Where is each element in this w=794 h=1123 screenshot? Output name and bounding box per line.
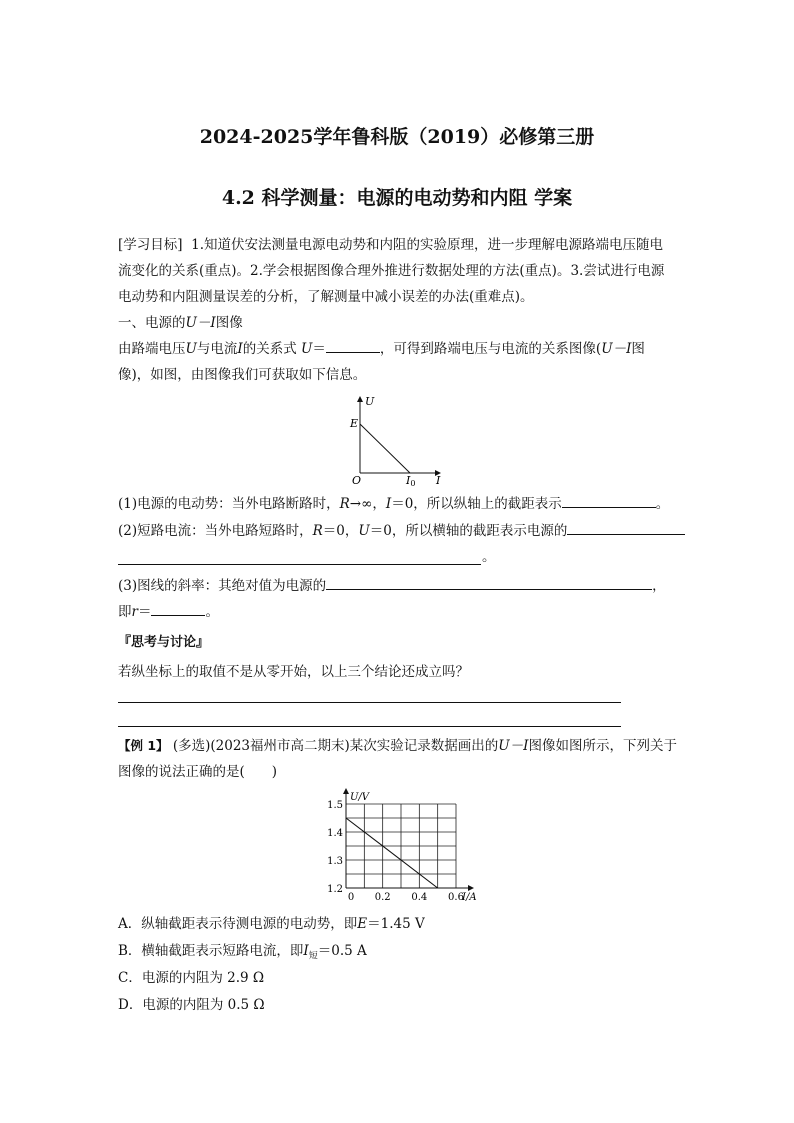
y-tick-label: 1.4 bbox=[327, 828, 343, 839]
item-text: ＝0，所以横轴的截距表示电源的 bbox=[369, 523, 568, 539]
goals-label: [学习目标] bbox=[118, 237, 183, 253]
intro-line-2: 像)，如图，由图像我们可获取如下信息。 bbox=[118, 367, 367, 383]
item-text: 。 bbox=[655, 496, 670, 512]
label-i0-sub: 0 bbox=[410, 479, 416, 488]
blank-formula[interactable] bbox=[326, 338, 380, 353]
x-tick-label: 0.4 bbox=[411, 892, 428, 903]
blank-slope[interactable] bbox=[326, 575, 652, 590]
x-tick-label: 0 bbox=[347, 892, 355, 903]
option-text: A．纵轴截距表示待测电源的电动势，即 bbox=[118, 916, 358, 932]
goals-line-2: 流变化的关系(重点)。2.学会根据图像合理外推进行数据处理的方法(重点)。3.尝试进行电源 bbox=[118, 263, 665, 279]
document-subtitle: 4.2 科学测量：电源的电动势和内阻 学案 bbox=[221, 187, 573, 209]
option-text: ＝0.5 A bbox=[317, 943, 367, 959]
blank-emf[interactable] bbox=[562, 493, 656, 508]
item-text: ， bbox=[652, 578, 666, 594]
label-o: O bbox=[352, 474, 362, 487]
x-axis-arrow bbox=[468, 885, 474, 891]
item-text: ＝ bbox=[137, 604, 152, 620]
sub-short: 短 bbox=[308, 951, 318, 962]
ui-line bbox=[360, 424, 410, 473]
var-u: U bbox=[358, 523, 370, 539]
goals-line-3: 电动势和内阻测量误差的分析，了解测量中减小误差的办法(重难点)。 bbox=[118, 289, 534, 305]
section-heading bbox=[118, 310, 678, 336]
ui-chart bbox=[320, 784, 477, 906]
x-axis-label: I/A bbox=[462, 892, 477, 903]
item-1 bbox=[118, 491, 678, 517]
blank-short-circuit-line2[interactable] bbox=[118, 564, 481, 565]
blank-short-circuit[interactable] bbox=[567, 520, 685, 535]
label-i0 bbox=[405, 474, 415, 488]
intro-text: ，可得到路端电压与电流的关系图像( bbox=[379, 341, 602, 357]
var-i: I bbox=[237, 341, 243, 357]
item-text: (3)图线的斜率：其绝对值为电源的 bbox=[118, 578, 327, 594]
var-r: R bbox=[312, 523, 323, 539]
label-e: E bbox=[350, 417, 359, 430]
item-text: 。 bbox=[205, 604, 219, 620]
item-text: →∞， bbox=[349, 496, 386, 512]
intro-text: 与电流 bbox=[196, 341, 238, 357]
ui-graph-diagram bbox=[340, 393, 450, 488]
item-2-end: 。 bbox=[482, 549, 496, 565]
heading-text: 一、电源的 bbox=[118, 315, 186, 331]
var-i: I bbox=[385, 496, 392, 512]
var-ui: U－I bbox=[601, 341, 632, 357]
y-axis-arrow bbox=[343, 788, 349, 794]
option-text: B．横轴截距表示短路电流，即 bbox=[118, 943, 304, 959]
y-tick-label: 1.5 bbox=[327, 800, 343, 811]
heading-text-end: 图像 bbox=[215, 315, 243, 331]
learning-goals bbox=[118, 232, 678, 310]
discussion-question: 若纵坐标上的取值不是从零开始，以上三个结论还成立吗？ bbox=[118, 664, 469, 680]
option-d: D．电源的内阻为 0.5 Ω bbox=[118, 997, 265, 1013]
blank-r[interactable] bbox=[151, 601, 205, 616]
data-line bbox=[346, 818, 438, 888]
item-text: ＝0，所以纵轴上的截距表示 bbox=[391, 496, 562, 512]
item-text: 即 bbox=[118, 604, 132, 620]
example-label: 【例 1】 bbox=[118, 738, 169, 753]
example-1 bbox=[118, 733, 688, 785]
label-u: U bbox=[365, 395, 375, 408]
item-text: (1)电源的电动势：当外电路断路时， bbox=[118, 496, 340, 512]
y-tick-label: 1.2 bbox=[327, 884, 343, 895]
var-e: E bbox=[357, 916, 368, 932]
intro-text: 由路端电压 bbox=[118, 341, 186, 357]
example-text: (多选)(2023福州市高二期末)某次实验记录数据画出的 bbox=[168, 738, 499, 754]
document-title: 2024-2025学年鲁科版（2019）必修第三册 bbox=[199, 126, 595, 148]
intro-text: 的关系式 bbox=[242, 341, 297, 357]
item-3 bbox=[118, 573, 688, 625]
intro-text: 图 bbox=[631, 341, 645, 357]
goals-line-1: 1.知道伏安法测量电源电动势和内阻的实验原理，进一步理解电源路端电压随电 bbox=[191, 237, 664, 253]
var-r: R bbox=[339, 496, 350, 512]
option-text: ＝1.45 V bbox=[367, 916, 425, 932]
heading-var: U－I bbox=[185, 315, 216, 331]
y-tick-label: 1.3 bbox=[327, 856, 343, 867]
answer-line-1[interactable] bbox=[118, 702, 621, 703]
example-text: 图像如图所示，下列关于 bbox=[528, 738, 677, 754]
var-u: U bbox=[301, 341, 313, 357]
x-tick-label: 0.2 bbox=[374, 892, 391, 903]
label-i0-main: I bbox=[406, 474, 411, 487]
option-a bbox=[118, 911, 678, 937]
y-axis-label: U/V bbox=[350, 792, 370, 803]
var-u: U bbox=[185, 341, 197, 357]
label-i: I bbox=[436, 474, 441, 487]
var-r: r bbox=[131, 604, 138, 620]
intro-text: ＝ bbox=[312, 341, 326, 357]
option-c: C．电源的内阻为 2.9 Ω bbox=[118, 970, 265, 986]
x-tick-label: 0.6 bbox=[448, 892, 464, 903]
intro-paragraph bbox=[118, 336, 678, 388]
item-text: ＝0， bbox=[322, 523, 359, 539]
item-2 bbox=[118, 518, 688, 544]
var-ui: U－I bbox=[498, 738, 529, 754]
discussion-heading: 『思考与讨论』 bbox=[118, 635, 210, 650]
item-text: (2)短路电流：当外电路短路时， bbox=[118, 523, 313, 539]
answer-line-2[interactable] bbox=[118, 726, 621, 727]
example-line-2: 图像的说法正确的是( ) bbox=[118, 764, 278, 780]
var-i: I bbox=[303, 943, 309, 959]
